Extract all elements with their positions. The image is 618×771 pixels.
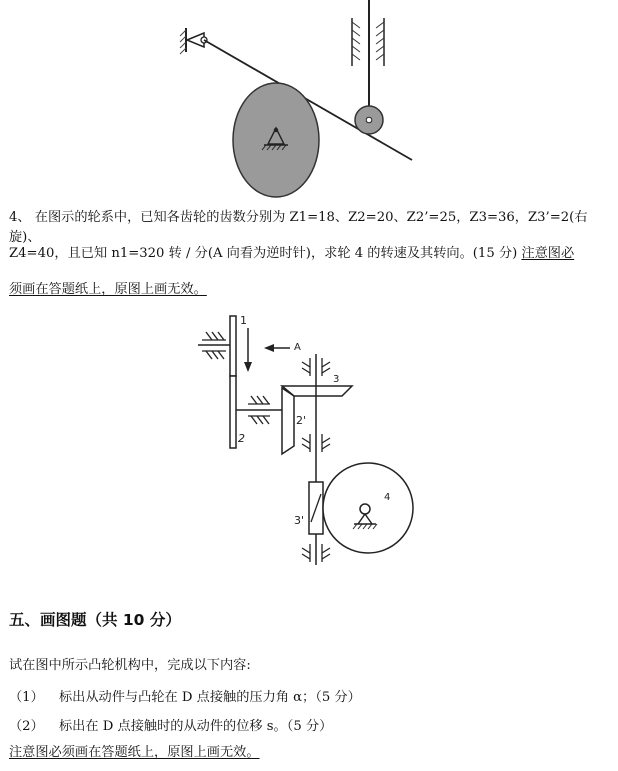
item-number: （1） [9,690,44,705]
label-gear-1: 1 [240,314,247,327]
question-4-note-end: 须画在答题纸上，原图上画无效。 [9,282,207,297]
question-4-line-1: 4、 在图示的轮系中，已知各齿轮的齿数分别为 Z1=18、Z2=20、Z2’=25，Z3=36，Z3’=2(右旋)、 [9,210,588,245]
section-5-item-2 [9,715,332,734]
item-text: 标出在 D 点接触时的从动件的位移 s。（5 分） [59,719,333,734]
section-5-note: 注意图必须画在答题纸上，原图上画无效。 [9,745,260,760]
question-4-note-start: 注意图必 [521,246,575,261]
gear-train-figure [190,310,430,570]
item-number: （2） [9,719,44,734]
question-4-body: Z4=40，且已知 n1=320 转 / 分(A 向看为逆时针)，求轮 4 的转速及其转向。(15 分) [9,246,522,261]
section-5-item-1 [9,686,361,705]
label-gear-2-prime: 2' [296,414,307,427]
label-gear-3: 3 [333,374,340,385]
label-gear-2: 2 [238,432,245,445]
label-direction-A: A [294,342,301,353]
section-5-heading: 五、画图题（共 10 分） [9,611,181,629]
question-4-line-2 [9,244,613,264]
label-worm-3-prime: 3' [294,514,305,527]
cam-mechanism-figure [170,0,450,200]
label-gear-4: 4 [384,492,391,503]
item-text: 标出从动件与凸轮在 D 点接触的压力角 α；（5 分） [59,690,361,705]
section-5-intro: 试在图中所示凸轮机构中，完成以下内容: [9,658,251,673]
